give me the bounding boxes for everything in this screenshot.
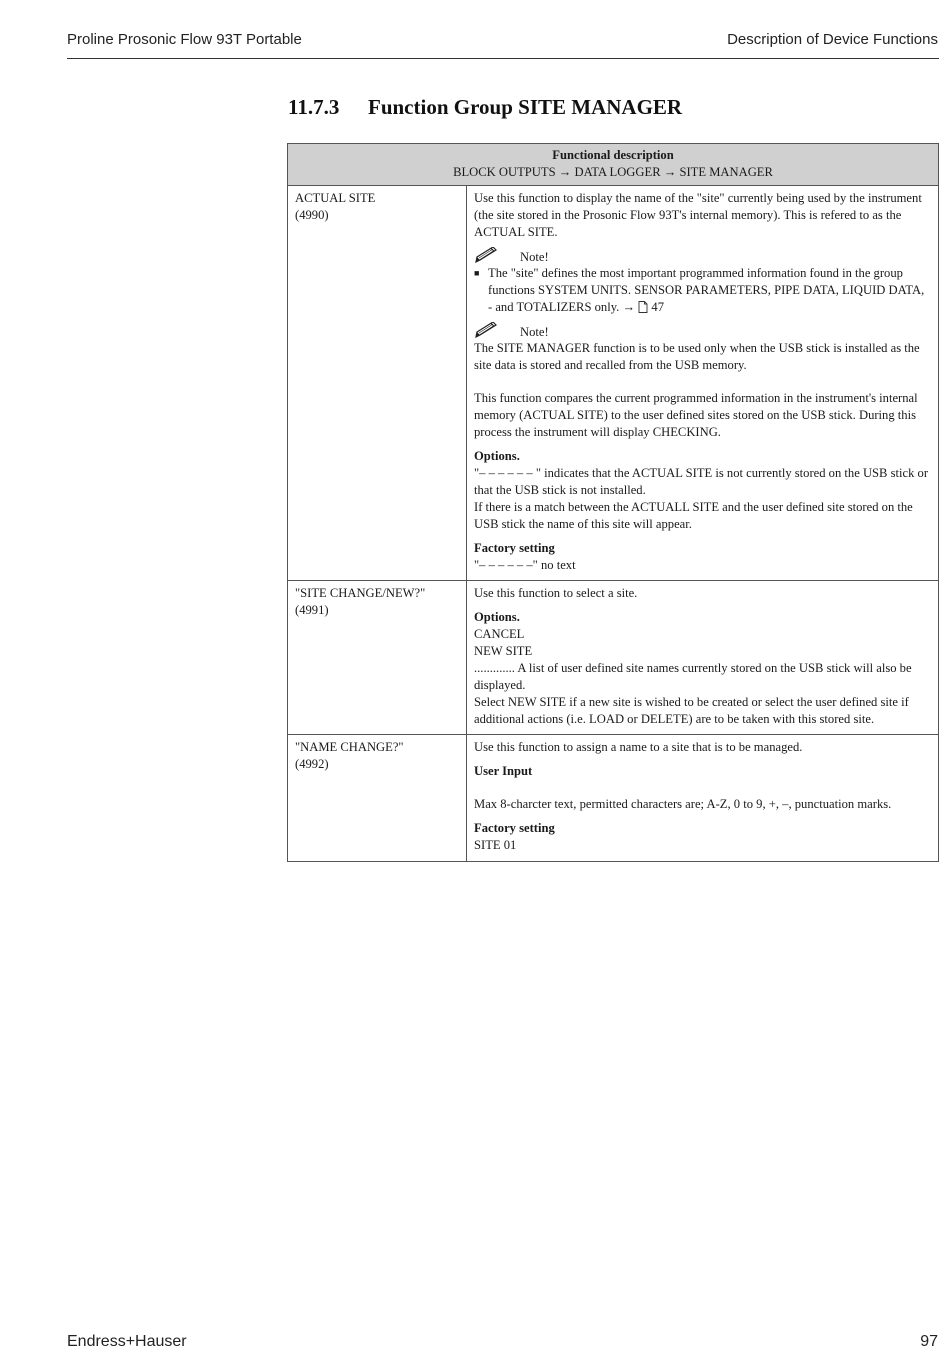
function-name: ACTUAL SITE (295, 191, 376, 205)
function-name-cell (288, 186, 467, 581)
factory-setting-value: SITE 01 (474, 838, 517, 852)
function-name: "NAME CHANGE?" (295, 740, 404, 754)
caption-path: BLOCK OUTPUTS → DATA LOGGER → SITE MANAGER (453, 165, 773, 179)
function-table (287, 143, 939, 862)
function-name: "SITE CHANGE/NEW?" (295, 586, 426, 600)
table-row (288, 581, 939, 735)
section-title: Function Group SITE MANAGER (368, 95, 683, 119)
note-marker (474, 322, 930, 340)
bullet-square-icon: ■ (474, 268, 480, 278)
description-select: Select NEW SITE if a new site is wished to be created or select the user defined site if additional actions (i.e. LOAD or DELETE) are to be taken with this stored site. (474, 695, 909, 726)
option-text: "– – – – – – " indicates that the ACTUAL SITE is not currently stored on the USB stick or that the USB stick is not installed. (474, 466, 929, 497)
user-input-heading: User Input (474, 764, 533, 778)
table-row (288, 735, 939, 862)
header-document-title: Proline Prosonic Flow 93T Portable (67, 31, 302, 48)
note-bullet-item (474, 265, 930, 316)
function-code: (4992) (295, 757, 329, 771)
caption-title: Functional description (552, 148, 674, 162)
factory-setting-heading: Factory setting (474, 821, 555, 835)
table-caption (288, 144, 939, 186)
table-row (288, 186, 939, 581)
page-number-ref: 47 (651, 300, 664, 314)
note-label: Note! (520, 250, 549, 264)
page-reference (638, 300, 664, 314)
section-number: 11.7.3 (288, 95, 340, 119)
function-description-cell (467, 186, 939, 581)
note-bullet-text: The "site" defines the most important programmed information found in the group functions SYSTEM UNITS. SENSOR PARAMETERS, PIPE DATA, LIQUID DATA, - and TOTALIZERS only. → (488, 266, 925, 314)
function-code: (4991) (295, 603, 329, 617)
description-compare: This function compares the current programmed information in the instrument's internal memory (ACTUAL SITE) to the user defined sites stored on the USB stick. During this process the instrument will display CHECKING. (474, 391, 918, 439)
header-rule (67, 58, 939, 59)
option-text: If there is a match between the ACTUALL SITE and the user defined site stored on the USB stick the name of this site will appear. (474, 500, 913, 531)
description-intro: Use this function to display the name of the "site" currently being used by the instrument (the site stored in the Prosonic Flow 93T's internal memory). This is refered to as the ACTUAL SITE. (474, 191, 922, 239)
note-text: The SITE MANAGER function is to be used only when the USB stick is installed as the site data is stored and recalled from the USB memory. (474, 341, 920, 372)
options-heading: Options. (474, 449, 520, 463)
pencil-note-icon (474, 247, 500, 265)
note-bullet-text-wrap (488, 265, 930, 316)
function-description-cell (467, 581, 939, 735)
factory-setting-value: "– – – – – –" no text (474, 558, 576, 572)
section-heading (288, 95, 682, 120)
option-text: NEW SITE (474, 644, 533, 658)
header-chapter-title: Description of Device Functions (727, 31, 938, 48)
function-name-cell (288, 735, 467, 862)
user-input-text: Max 8-charcter text, permitted characters are; A-Z, 0 to 9, +, –, punctuation marks. (474, 797, 892, 811)
note-label: Note! (520, 325, 549, 339)
description-intro: Use this function to select a site. (474, 586, 638, 600)
option-text: ............. A list of user defined site names currently stored on the USB stick will also be displayed. (474, 661, 912, 692)
options-heading: Options. (474, 610, 520, 624)
function-name-cell (288, 581, 467, 735)
table-caption-row (288, 144, 939, 186)
page-number: 97 (920, 1333, 938, 1350)
option-text: CANCEL (474, 627, 525, 641)
function-code: (4990) (295, 208, 329, 222)
factory-setting-heading: Factory setting (474, 541, 555, 555)
description-intro: Use this function to assign a name to a site that is to be managed. (474, 740, 803, 754)
footer-company: Endress+Hauser (67, 1333, 187, 1350)
note-marker (474, 247, 930, 265)
pencil-note-icon (474, 322, 500, 340)
page-icon (638, 301, 648, 313)
function-description-cell (467, 735, 939, 862)
